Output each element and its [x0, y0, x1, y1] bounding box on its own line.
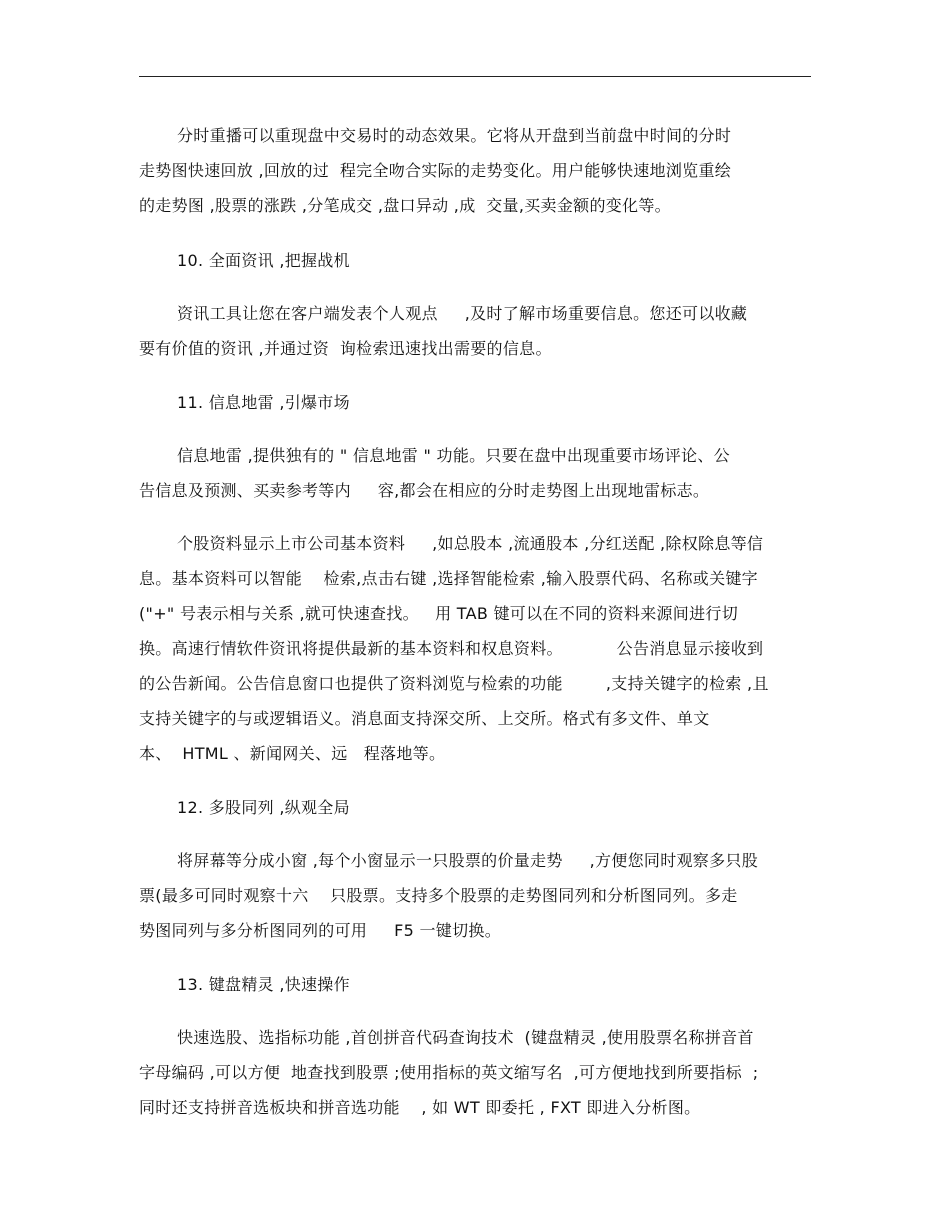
- header-rule: [139, 76, 811, 77]
- text-line: 字母编码 ,可以方便 地查找到股票 ;使用指标的英文缩写名 ,可方便地找到所要指标 ;: [139, 1063, 759, 1082]
- text-line: ("+" 号表示相与关系 ,就可快速查找。 用 TAB 键可以在不同的资料来源间进行切: [139, 604, 739, 623]
- text-line: 本、 HTML 、新闻网关、远 程落地等。: [139, 744, 446, 763]
- text-line: 个股资料显示上市公司基本资料 ,如总股本 ,流通股本 ,分红送配 ,除权除息等信: [177, 534, 764, 553]
- section-heading: 10. 全面资讯 ,把握战机: [177, 251, 350, 270]
- text-line: 快速选股、选指标功能 ,首创拼音代码查询技术 (键盘精灵 ,使用股票名称拼音首: [177, 1028, 754, 1047]
- text-line: 分时重播可以重现盘中交易时的动态效果。它将从开盘到当前盘中时间的分时: [177, 126, 732, 145]
- text-line: 支持关键字的与或逻辑语义。消息面支持深交所、上交所。格式有多文件、单文: [139, 709, 710, 728]
- text-line: 同时还支持拼音选板块和拼音选功能 , 如 WT 即委托 , FXT 即进入分析图。: [139, 1098, 701, 1117]
- text-line: 势图同列与多分析图同列的可用 F5 一键切换。: [139, 921, 501, 940]
- text-line: 要有价值的资讯 ,并通过资 询检索迅速找出需要的信息。: [139, 339, 552, 358]
- text-line: 换。高速行情软件资讯将提供最新的基本资料和权息资料。 公告消息显示接收到: [139, 639, 764, 658]
- text-line: 告信息及预测、买卖参考等内 容,都会在相应的分时走势图上出现地雷标志。: [139, 481, 710, 500]
- text-line: 信息地雷 ,提供独有的 " 信息地雷 " 功能。只要在盘中出现重要市场评论、公: [177, 446, 730, 465]
- section-heading: 13. 键盘精灵 ,快速操作: [177, 975, 350, 994]
- text-line: 的公告新闻。公告信息窗口也提供了资料浏览与检索的功能 ,支持关键字的检索 ,且: [139, 674, 769, 693]
- section-heading: 12. 多股同列 ,纵观全局: [177, 798, 350, 817]
- text-line: 资讯工具让您在客户端发表个人观点 ,及时了解市场重要信息。您还可以收藏: [177, 304, 748, 323]
- text-line: 票(最多可同时观察十六 只股票。支持多个股票的走势图同列和分析图同列。多走: [139, 886, 738, 905]
- text-line: 的走势图 ,股票的涨跌 ,分笔成交 ,盘口异动 ,成 交量,买卖金额的变化等。: [139, 196, 671, 215]
- section-heading: 11. 信息地雷 ,引爆市场: [177, 393, 350, 412]
- text-line: 息。基本资料可以智能 检索,点击右键 ,选择智能检索 ,输入股票代码、名称或关键字: [139, 569, 758, 588]
- text-line: 将屏幕等分成小窗 ,每个小窗显示一只股票的价量走势 ,方便您同时观察多只股: [177, 851, 758, 870]
- text-line: 走势图快速回放 ,回放的过 程完全吻合实际的走势变化。用户能够快速地浏览重绘: [139, 161, 732, 180]
